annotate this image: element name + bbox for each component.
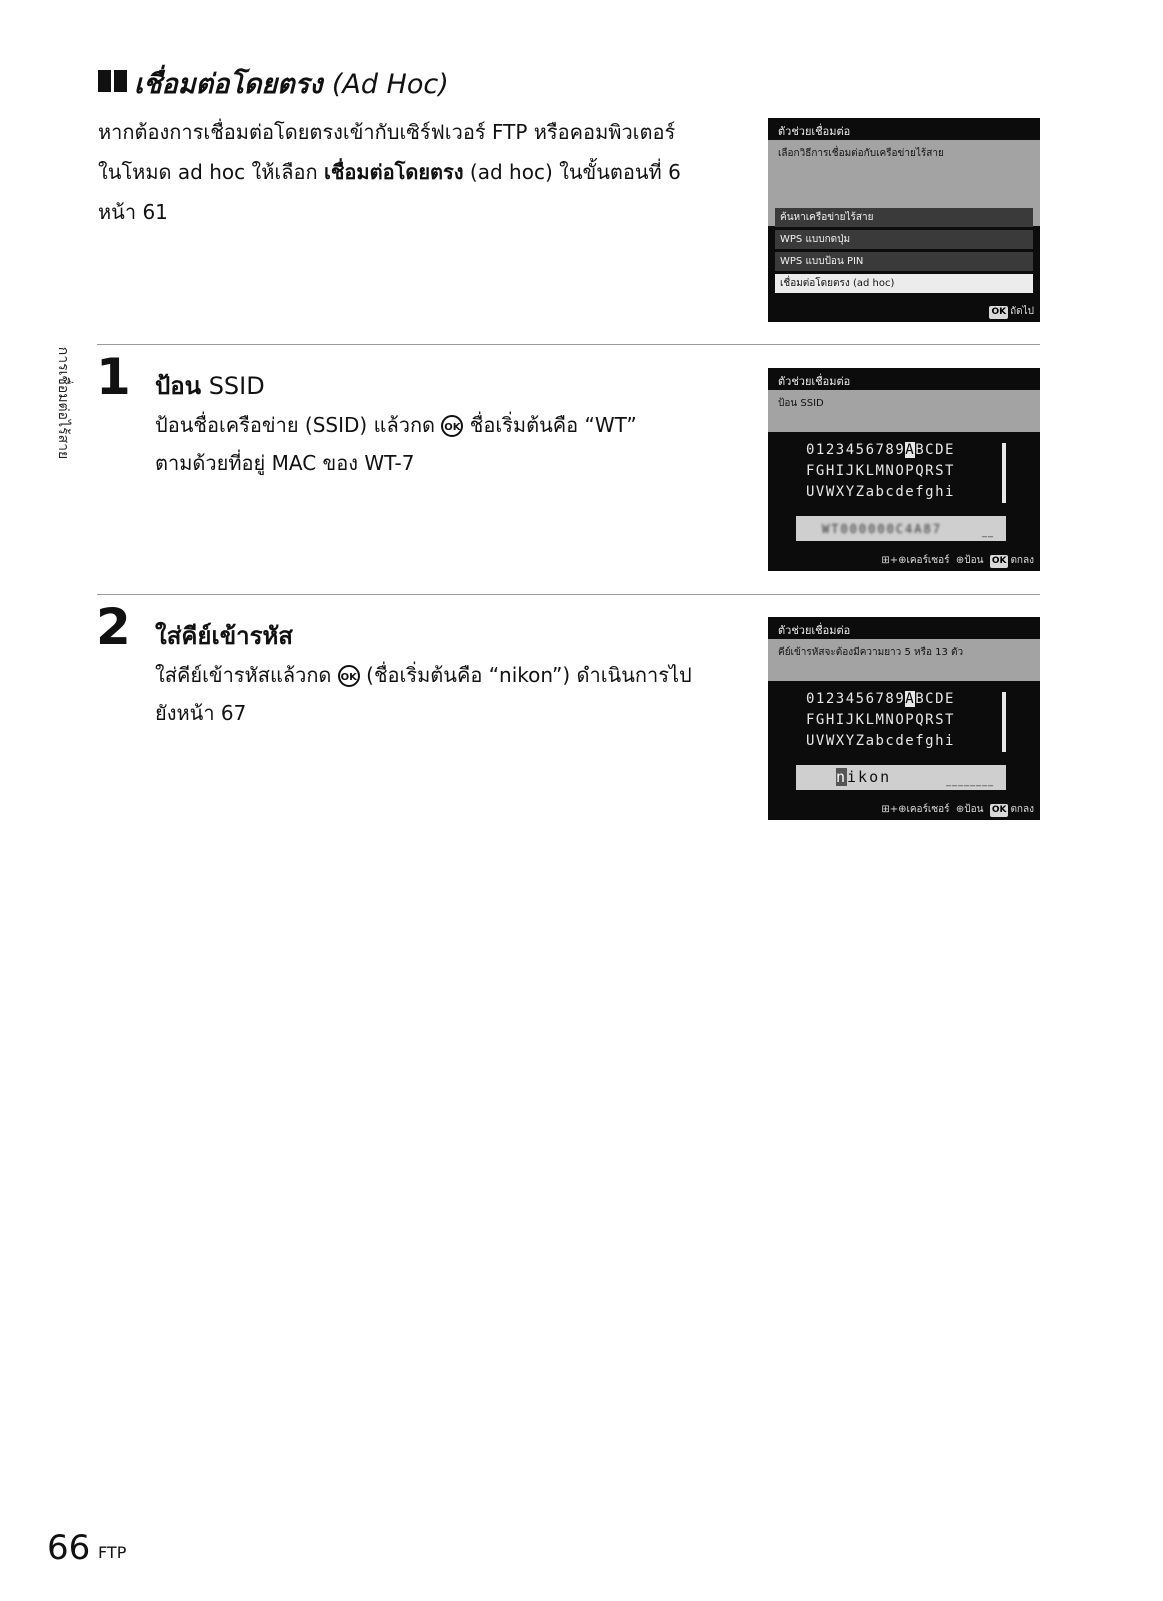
menu-item-wps-pin: WPS แบบป้อน PIN: [775, 252, 1033, 271]
ok-button-icon: OK: [991, 307, 1007, 317]
screen-title: ตัวช่วยเชื่อมต่อ: [778, 624, 851, 637]
keyboard-row-3: UVWXYZabcdefghi: [806, 733, 955, 749]
screen-prompt-band: ป้อน SSID: [768, 390, 1040, 432]
ssid-entry-field: WT000000C4A87 __: [796, 516, 1006, 541]
step-1-text: ป้อนชื่อเครือข่าย (SSID) แล้วกด OK ชื่อเริ่มต้นคือ “WT” ตามด้วยที่อยู่ MAC ของ WT-7: [155, 413, 637, 475]
keyboard-row-1: 0123456789ABCDE: [806, 442, 955, 458]
screen-title: ตัวช่วยเชื่อมต่อ: [778, 125, 851, 138]
camera-screen-connection-menu: [768, 118, 1040, 322]
section-title: เชื่อมต่อโดยตรง (Ad Hoc): [134, 69, 449, 100]
screen-footer: ⊞+⊕เคอร์เซอร์ ⊕ป้อน OK ตกลง: [881, 555, 1034, 566]
ok-button-icon: OK: [991, 556, 1007, 566]
keyboard-row-3: UVWXYZabcdefghi: [806, 484, 955, 500]
screen-prompt-band: เลือกวิธีการเชื่อมต่อกับเครือข่ายไร้สาย: [768, 140, 1040, 226]
text-cursor: n: [836, 768, 848, 786]
keyboard-row-2: FGHIJKLMNOPQRST: [806, 463, 955, 479]
intro-text: หากต้องการเชื่อมต่อโดยตรงเข้ากับเซิร์ฟเวอร์ FTP หรือคอมพิวเตอร์ ในโหมด ad hoc ให้เลือก เชื่อมต่อโดยตรง (ad hoc) ในขั้นตอนที่ 6 หน้า 61: [98, 120, 681, 224]
menu-item-search: ค้นหาเครือข่ายไร้สาย: [775, 208, 1033, 227]
divider: [97, 594, 1040, 595]
keyboard-row-2: FGHIJKLMNOPQRST: [806, 712, 955, 728]
screen-footer: ⊞+⊕เคอร์เซอร์ ⊕ป้อน OK ตกลง: [881, 804, 1034, 815]
menu-item-wps-button: WPS แบบกดปุ่ม: [775, 230, 1033, 249]
step-2-text: ใส่คีย์เข้ารหัสแล้วกด OK (ชื่อเริ่มต้นคือ “nikon”) ดำเนินการไป ยังหน้า 67: [155, 663, 692, 725]
intro-option-bold: เชื่อมต่อโดยตรง: [324, 160, 464, 184]
key-entry-field: nikon ________: [796, 765, 1006, 790]
camera-screen-ssid-entry: [768, 368, 1040, 571]
step-title-2: ใส่คีย์เข้ารหัส: [155, 622, 293, 650]
screen-prompt-band: คีย์เข้ารหัสจะต้องมีความยาว 5 หรือ 13 ตัว: [768, 639, 1040, 681]
keyboard-scrollbar: [1002, 443, 1006, 503]
ssid-value-blurred: WT000000C4A87: [822, 522, 942, 536]
step-number-2: 2: [96, 598, 131, 656]
keyboard-selected-key: A: [905, 442, 916, 458]
step-number-1: 1: [96, 348, 131, 406]
chapter-label: FTP: [98, 1543, 127, 1562]
screen-title: ตัวช่วยเชื่อมต่อ: [778, 375, 851, 388]
ok-button-icon: OK: [991, 805, 1007, 815]
menu-item-adhoc-selected: เชื่อมต่อโดยตรง (ad hoc): [775, 274, 1033, 293]
ok-button-icon: OK: [441, 415, 463, 437]
keyboard-selected-key: A: [905, 691, 916, 707]
screen-footer-next: OK ถัดไป: [991, 306, 1034, 317]
keyboard-scrollbar: [1002, 692, 1006, 752]
step-title-1: ป้อน SSID: [155, 372, 265, 400]
keyboard-row-1: 0123456789ABCDE: [806, 691, 955, 707]
section-marker-icon: [98, 70, 128, 92]
divider: [97, 344, 1040, 345]
page-number: 66: [47, 1528, 91, 1568]
camera-screen-key-entry: [768, 617, 1040, 820]
ok-button-icon: OK: [338, 665, 360, 687]
side-chapter-tab: การเชื่อมต่อไร้สาย: [55, 346, 71, 460]
key-value: nikon: [836, 768, 892, 786]
